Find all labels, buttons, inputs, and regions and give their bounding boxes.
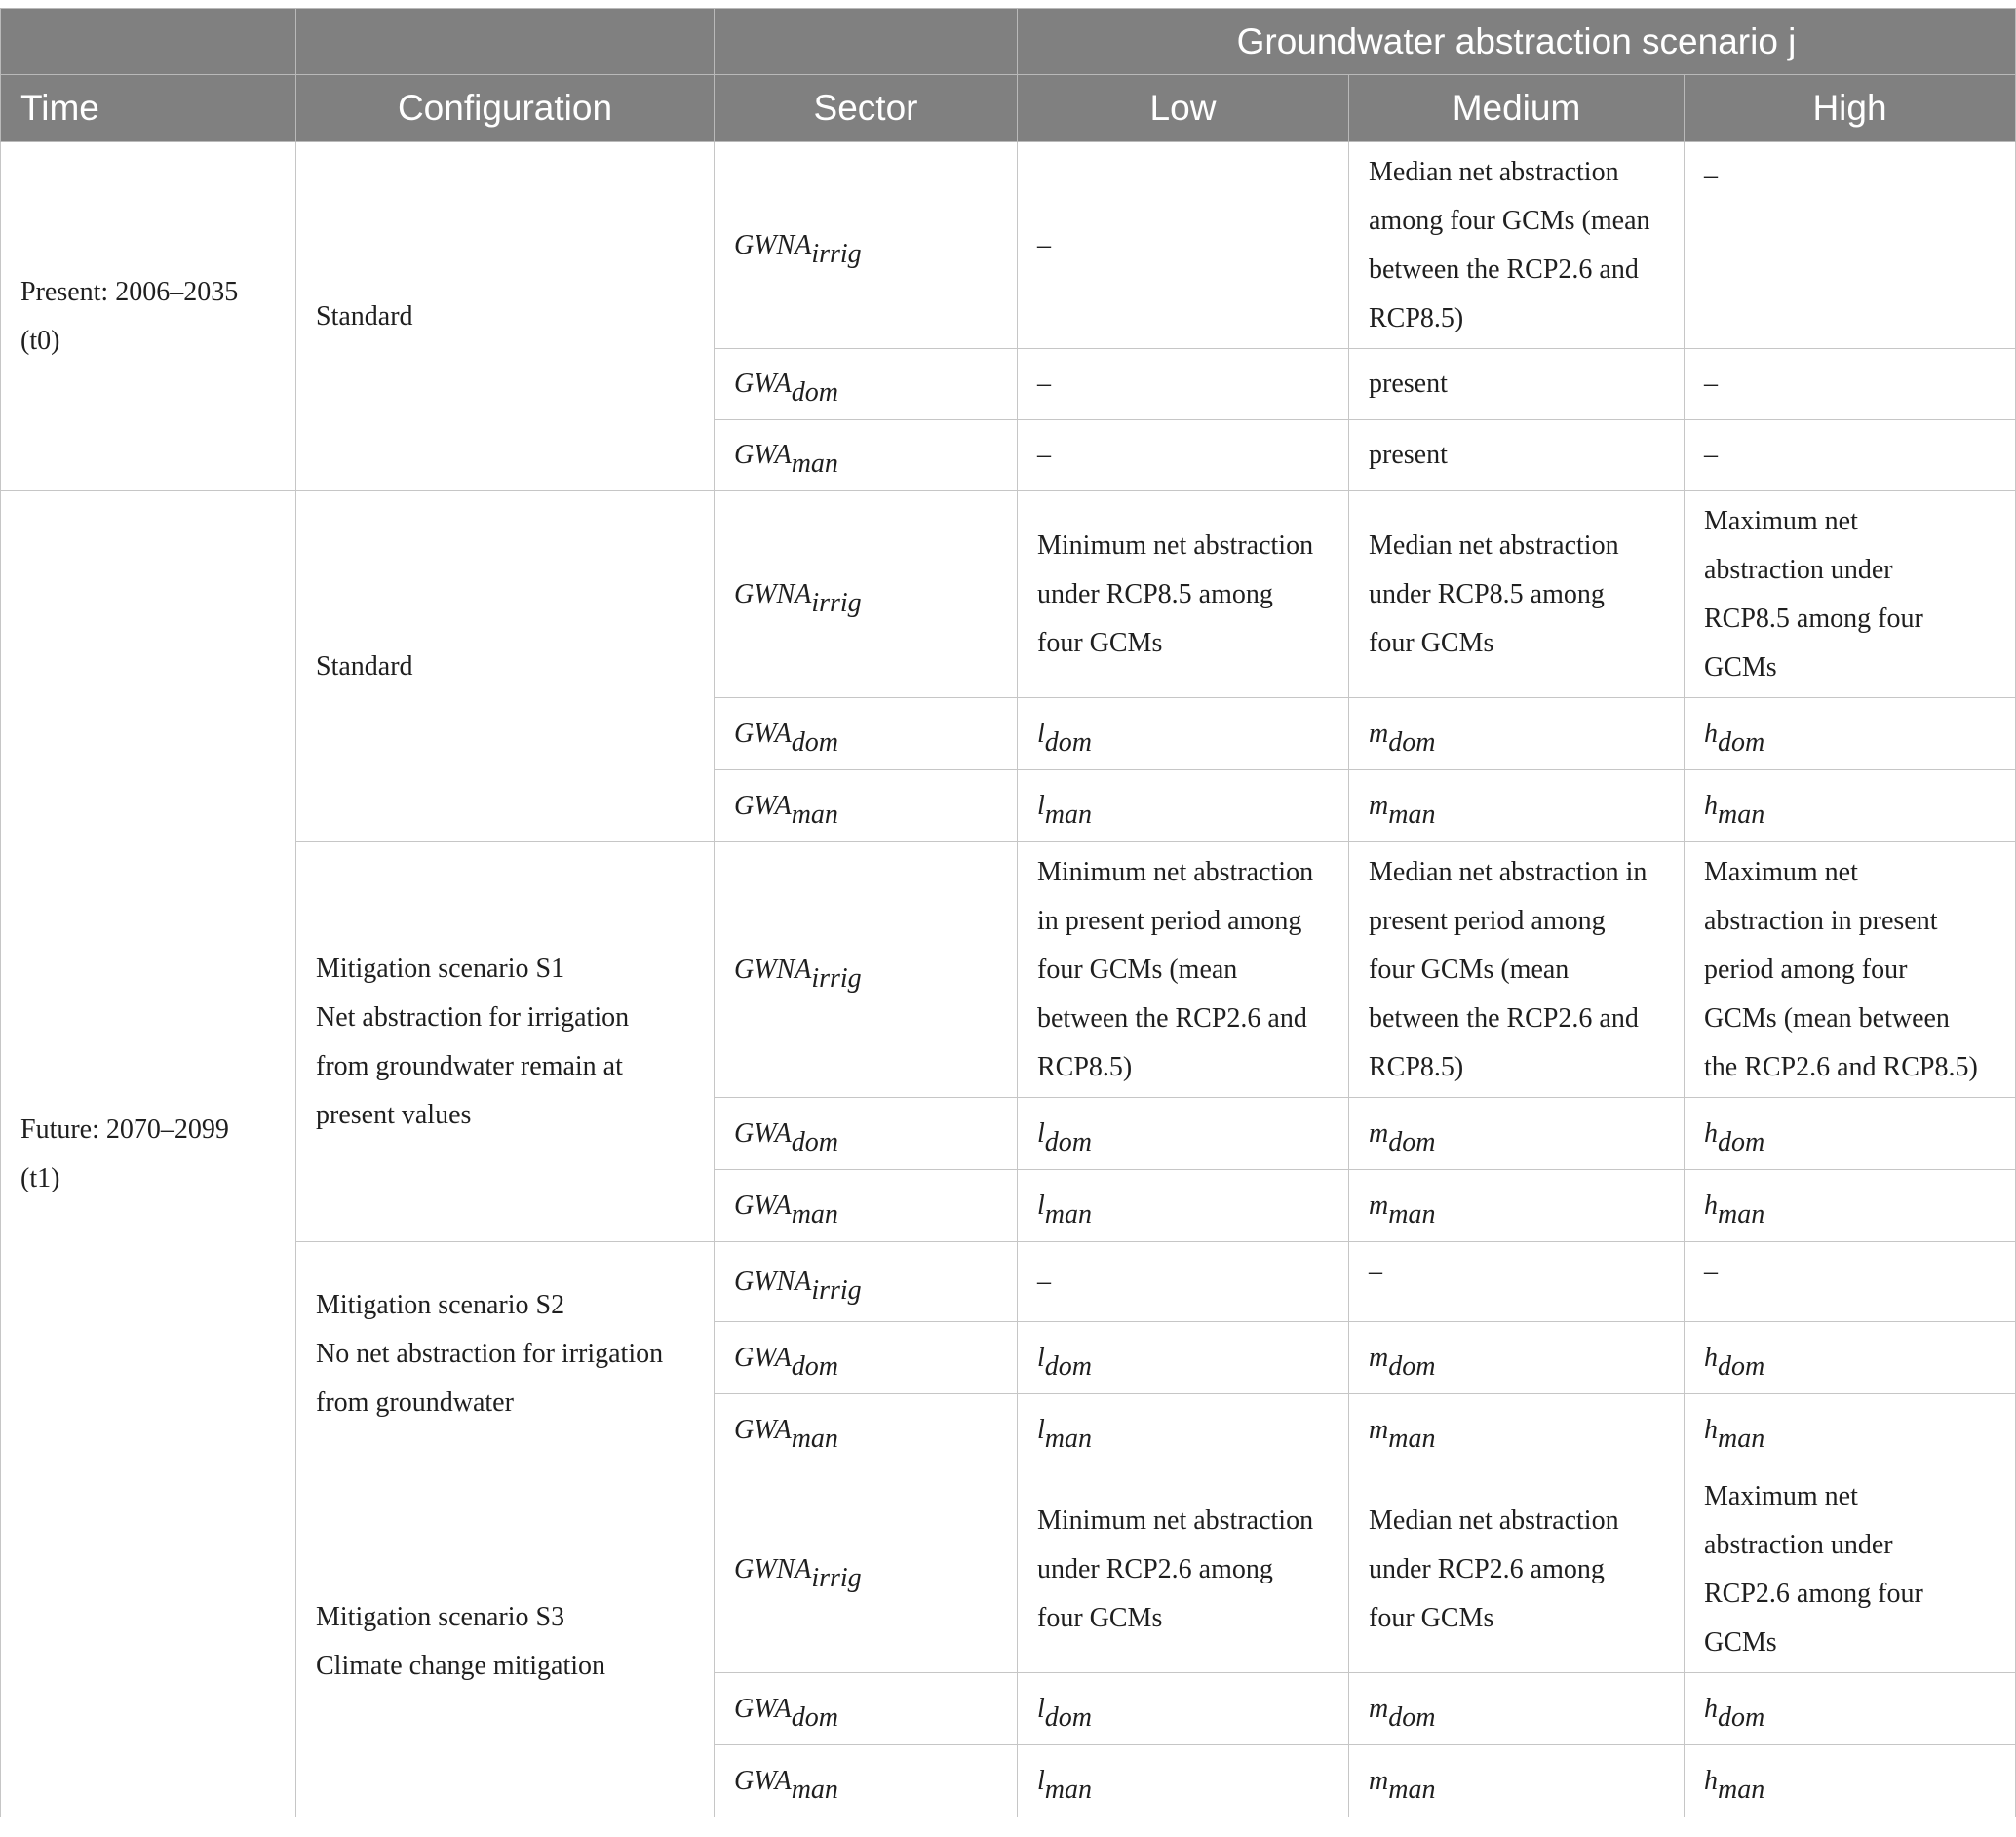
sector-cell [715, 1745, 1018, 1817]
cell-line: Minimum net abstraction [1037, 856, 1314, 887]
cell-line: Climate change mitigation [316, 1650, 606, 1681]
cell-line: abstraction under [1704, 1529, 1893, 1560]
scenario-group-header: Groundwater abstraction scenario j [1018, 9, 2016, 75]
header-row-group [1, 9, 2016, 75]
sector-cell [715, 770, 1018, 842]
cell-line: Mitigation scenario S3 [316, 1601, 565, 1632]
sector-symbol: $GWA_{man}$ [734, 1765, 838, 1805]
cell-line: abstraction under [1704, 554, 1893, 585]
cell-line: GCMs (mean between [1704, 1002, 1950, 1034]
cell-line: present values [316, 1099, 472, 1130]
sector-symbol: $GWA_{dom}$ [734, 718, 838, 758]
sector-cell [715, 1322, 1018, 1394]
sector-cell [715, 491, 1018, 698]
table-row [1, 142, 2016, 349]
column-header-time: Time [1, 75, 296, 142]
cell-line: Median net abstraction [1369, 1505, 1619, 1536]
cell-line: Minimum net abstraction [1037, 1505, 1314, 1536]
column-header-configuration: Configuration [296, 75, 715, 142]
value-cell: $h_{man}$ [1685, 1745, 2016, 1817]
column-header-low: Low [1018, 75, 1349, 142]
sector-symbol: $GWA_{dom}$ [734, 1693, 838, 1733]
sector-symbol: $GWNA_{irrig}$ [734, 578, 862, 618]
cell-line: four GCMs (mean [1369, 954, 1570, 985]
cell-line: Median net abstraction in [1369, 856, 1648, 887]
value-cell: $m_{man}$ [1349, 1394, 1685, 1466]
cell-line: GCMs [1704, 651, 1777, 683]
sector-cell [715, 142, 1018, 349]
cell-line: Standard [316, 650, 413, 682]
header-empty-cell [715, 9, 1018, 75]
column-header-high: High [1685, 75, 2016, 142]
sector-cell [715, 349, 1018, 420]
time-cell [1, 142, 296, 491]
value-cell: $m_{man}$ [1349, 1745, 1685, 1817]
cell-line: Minimum net abstraction [1037, 529, 1314, 561]
cell-line: GCMs [1704, 1626, 1777, 1658]
sector-symbol: $GWA_{dom}$ [734, 1342, 838, 1382]
cell-line: Mitigation scenario S1 [316, 953, 565, 984]
cell-line: No net abstraction for irrigation [316, 1338, 664, 1369]
sector-symbol: $GWA_{man}$ [734, 440, 838, 479]
sector-symbol: $GWNA_{irrig}$ [734, 1553, 862, 1593]
value-cell [1685, 491, 2016, 698]
sector-symbol: $GWNA_{irrig}$ [734, 229, 862, 269]
cell-line: Maximum net [1704, 856, 1858, 887]
cell-line: Future: 2070–2099 [20, 1114, 229, 1145]
cell-line: RCP8.5) [1037, 1051, 1133, 1082]
header-empty-cell [1, 9, 296, 75]
value-cell [1349, 1466, 1685, 1673]
value-cell: $h_{man}$ [1685, 1394, 2016, 1466]
cell-line: present period among [1369, 905, 1606, 936]
value-cell [1349, 842, 1685, 1098]
cell-line: RCP8.5) [1369, 302, 1464, 333]
cell-line: under RCP2.6 among [1369, 1553, 1605, 1584]
cell-line: RCP2.6 among four [1704, 1578, 1923, 1609]
sector-cell [715, 1673, 1018, 1745]
value-cell: – [1685, 349, 2016, 420]
sector-cell [715, 698, 1018, 770]
table-row [1, 842, 2016, 1098]
cell-line: RCP8.5 among four [1704, 603, 1923, 634]
cell-line: Net abstraction for irrigation [316, 1001, 630, 1033]
table-row [1, 491, 2016, 698]
configuration-cell [296, 1242, 715, 1466]
sector-symbol: $GWA_{man}$ [734, 790, 838, 830]
cell-line: period among four [1704, 954, 1908, 985]
value-cell: $h_{dom}$ [1685, 698, 2016, 770]
time-cell [1, 491, 296, 1817]
value-cell: – [1018, 1242, 1349, 1322]
header-row-columns [1, 75, 2016, 142]
sector-symbol: $GWA_{dom}$ [734, 1117, 838, 1157]
value-cell: – [1349, 1242, 1685, 1322]
configuration-cell [296, 142, 715, 491]
value-cell: $l_{dom}$ [1018, 1673, 1349, 1745]
value-cell: $m_{man}$ [1349, 770, 1685, 842]
cell-line: four GCMs [1037, 1602, 1163, 1633]
header-empty-cell [296, 9, 715, 75]
cell-line: Median net abstraction [1369, 529, 1619, 561]
value-cell [1349, 142, 1685, 349]
value-cell: $l_{dom}$ [1018, 1322, 1349, 1394]
configuration-cell [296, 491, 715, 842]
column-header-medium: Medium [1349, 75, 1685, 142]
value-cell: – [1685, 420, 2016, 491]
value-cell [1018, 1466, 1349, 1673]
cell-line: between the RCP2.6 and [1037, 1002, 1307, 1034]
cell-line: four GCMs (mean [1037, 954, 1238, 985]
sector-cell [715, 1394, 1018, 1466]
value-cell: $m_{dom}$ [1349, 698, 1685, 770]
cell-line: under RCP2.6 among [1037, 1553, 1273, 1584]
sector-symbol: $GWNA_{irrig}$ [734, 954, 862, 994]
value-cell: $h_{man}$ [1685, 770, 2016, 842]
sector-cell [715, 420, 1018, 491]
sector-symbol: $GWA_{man}$ [734, 1190, 838, 1230]
cell-line: four GCMs [1369, 1602, 1494, 1633]
sector-symbol: $GWA_{dom}$ [734, 369, 838, 408]
cell-line: among four GCMs (mean [1369, 205, 1650, 236]
value-cell: $m_{man}$ [1349, 1170, 1685, 1242]
cell-line: in present period among [1037, 905, 1302, 936]
value-cell: $l_{man}$ [1018, 1394, 1349, 1466]
cell-line: between the RCP2.6 and [1369, 1002, 1639, 1034]
scenario-table-container [0, 8, 2015, 1817]
cell-line: four GCMs [1369, 627, 1494, 658]
cell-line: Mitigation scenario S2 [316, 1289, 565, 1320]
sector-cell [715, 1170, 1018, 1242]
value-cell: $l_{man}$ [1018, 1745, 1349, 1817]
cell-line: under RCP8.5 among [1037, 578, 1273, 609]
value-cell: – [1685, 1242, 2016, 1322]
cell-line: (t1) [20, 1162, 60, 1193]
sector-cell [715, 842, 1018, 1098]
table-row [1, 1242, 2016, 1322]
cell-line: between the RCP2.6 and [1369, 254, 1639, 285]
cell-line: the RCP2.6 and RCP8.5) [1704, 1051, 1978, 1082]
column-header-sector: Sector [715, 75, 1018, 142]
cell-line: Maximum net [1704, 505, 1858, 536]
sector-cell [715, 1242, 1018, 1322]
value-cell: – [1018, 349, 1349, 420]
cell-line: Median net abstraction [1369, 156, 1619, 187]
configuration-cell [296, 842, 715, 1242]
cell-line: under RCP8.5 among [1369, 578, 1605, 609]
value-cell: $l_{dom}$ [1018, 1098, 1349, 1170]
value-cell [1349, 491, 1685, 698]
value-cell [1685, 842, 2016, 1098]
value-cell: $m_{dom}$ [1349, 1322, 1685, 1394]
cell-line: Standard [316, 300, 413, 332]
value-cell: present [1349, 349, 1685, 420]
sector-cell [715, 1466, 1018, 1673]
cell-line: RCP8.5) [1369, 1051, 1464, 1082]
sector-symbol: $GWNA_{irrig}$ [734, 1266, 862, 1306]
cell-line: from groundwater [316, 1387, 514, 1418]
value-cell [1018, 491, 1349, 698]
value-cell: $l_{dom}$ [1018, 698, 1349, 770]
value-cell: $h_{dom}$ [1685, 1098, 2016, 1170]
value-cell: $m_{dom}$ [1349, 1673, 1685, 1745]
table-row [1, 1466, 2016, 1673]
value-cell [1018, 842, 1349, 1098]
value-cell: – [1018, 142, 1349, 349]
value-cell: $h_{man}$ [1685, 1170, 2016, 1242]
scenario-table [0, 8, 2016, 1817]
sector-symbol: $GWA_{man}$ [734, 1414, 838, 1454]
cell-line: Maximum net [1704, 1480, 1858, 1511]
sector-cell [715, 1098, 1018, 1170]
value-cell: $l_{man}$ [1018, 770, 1349, 842]
value-cell: – [1018, 420, 1349, 491]
cell-line: four GCMs [1037, 627, 1163, 658]
value-cell: $m_{dom}$ [1349, 1098, 1685, 1170]
cell-line: from groundwater remain at [316, 1050, 623, 1081]
value-cell: present [1349, 420, 1685, 491]
cell-line: (t0) [20, 325, 60, 356]
configuration-cell [296, 1466, 715, 1817]
value-cell: $h_{dom}$ [1685, 1322, 2016, 1394]
value-cell: – [1685, 142, 2016, 349]
cell-line: Present: 2006–2035 [20, 276, 239, 307]
cell-line: abstraction in present [1704, 905, 1938, 936]
value-cell [1685, 1466, 2016, 1673]
value-cell: $h_{dom}$ [1685, 1673, 2016, 1745]
value-cell: $l_{man}$ [1018, 1170, 1349, 1242]
